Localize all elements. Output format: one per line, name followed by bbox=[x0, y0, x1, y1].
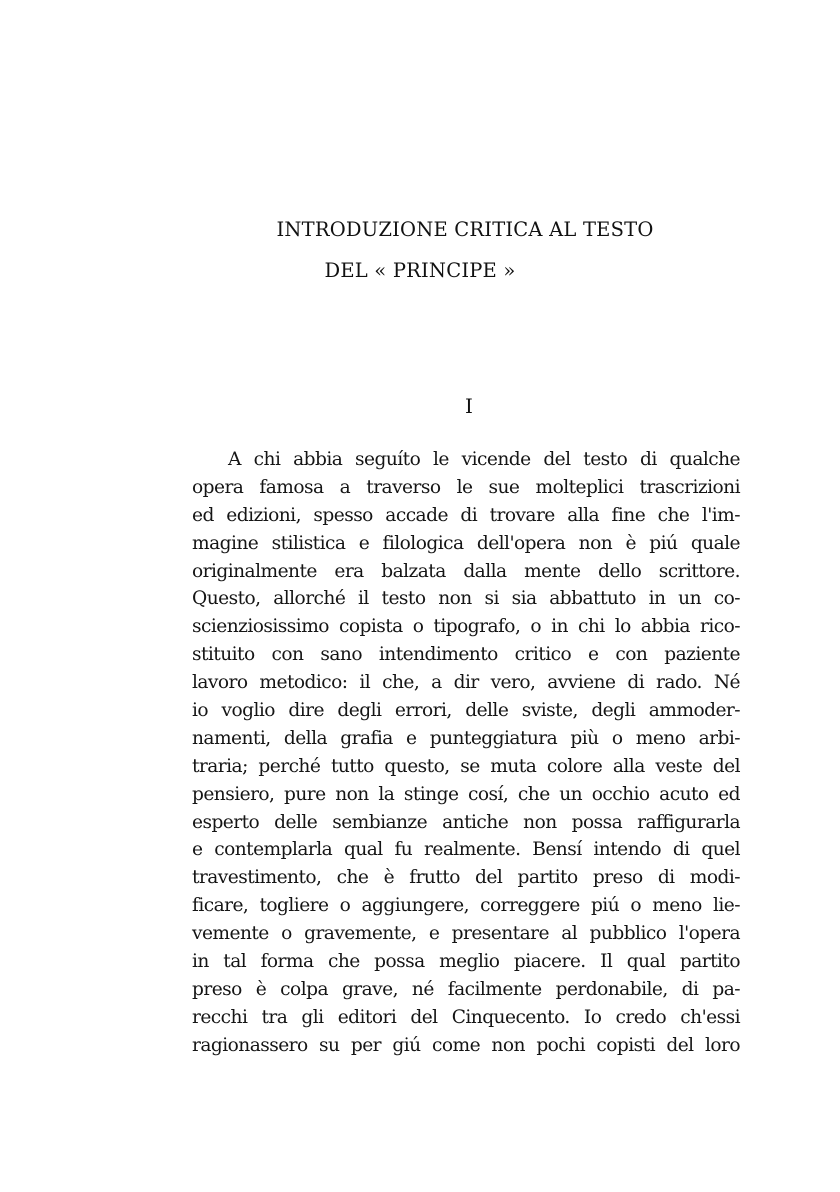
text-line: stituito con sano intendimento critico e con paziente bbox=[192, 644, 740, 666]
text-line: namenti, della grafia e punteggiatura più o meno arbi- bbox=[192, 727, 740, 749]
text-line: vemente o gravemente, e presentare al pubblico l'opera bbox=[192, 923, 740, 945]
text-line: ficare, togliere o aggiungere, correggere piú o meno lie- bbox=[192, 895, 740, 917]
text-line: traria; perché tutto questo, se muta colore alla veste del bbox=[192, 755, 740, 777]
text-line: Questo, allorché il testo non si sia abbattuto in un co- bbox=[192, 588, 740, 610]
text-line: in tal forma che possa meglio piacere. Il qual partito bbox=[192, 951, 740, 973]
text-line: lavoro metodico: il che, a dir vero, avviene di rado. Né bbox=[192, 672, 740, 694]
text-line: preso è colpa grave, né facilmente perdonabile, di pa- bbox=[192, 978, 740, 1000]
chapter-title-line-2: DEL « PRINCIPE » bbox=[324, 259, 516, 282]
text-line: travestimento, che è frutto del partito preso di modi- bbox=[192, 867, 740, 889]
text-line: ragionassero su per giú come non pochi copisti del loro bbox=[192, 1034, 740, 1056]
text-line: opera famosa a traverso le sue molteplici trascrizioni bbox=[192, 476, 740, 498]
text-line: scienziosissimo copista o tipografo, o in chi lo abbia rico- bbox=[192, 616, 740, 638]
chapter-title-line-1: INTRODUZIONE CRITICA AL TESTO bbox=[276, 218, 654, 241]
body-text bbox=[192, 446, 740, 1060]
text-line: recchi tra gli editori del Cinquecento. Io credo ch'essi bbox=[192, 1006, 740, 1028]
text-line: esperto delle sembianze antiche non possa raffigurarla bbox=[192, 811, 740, 833]
text-line: e contemplarla qual fu realmente. Bensí intendo di quel bbox=[192, 839, 740, 861]
text-line: ed edizioni, spesso accade di trovare alla fine che l'im- bbox=[192, 504, 740, 526]
section-number: I bbox=[465, 394, 473, 418]
text-line: io voglio dire degli errori, delle sviste, degli ammoder- bbox=[192, 700, 740, 722]
text-line: originalmente era balzata dalla mente dello scrittore. bbox=[192, 560, 740, 582]
text-line: A chi abbia seguíto le vicende del testo di qualche bbox=[228, 449, 740, 470]
text-line: pensiero, pure non la stinge cosí, che un occhio acuto ed bbox=[192, 783, 740, 805]
text-line: magine stilistica e filologica dell'opera non è piú quale bbox=[192, 532, 740, 554]
